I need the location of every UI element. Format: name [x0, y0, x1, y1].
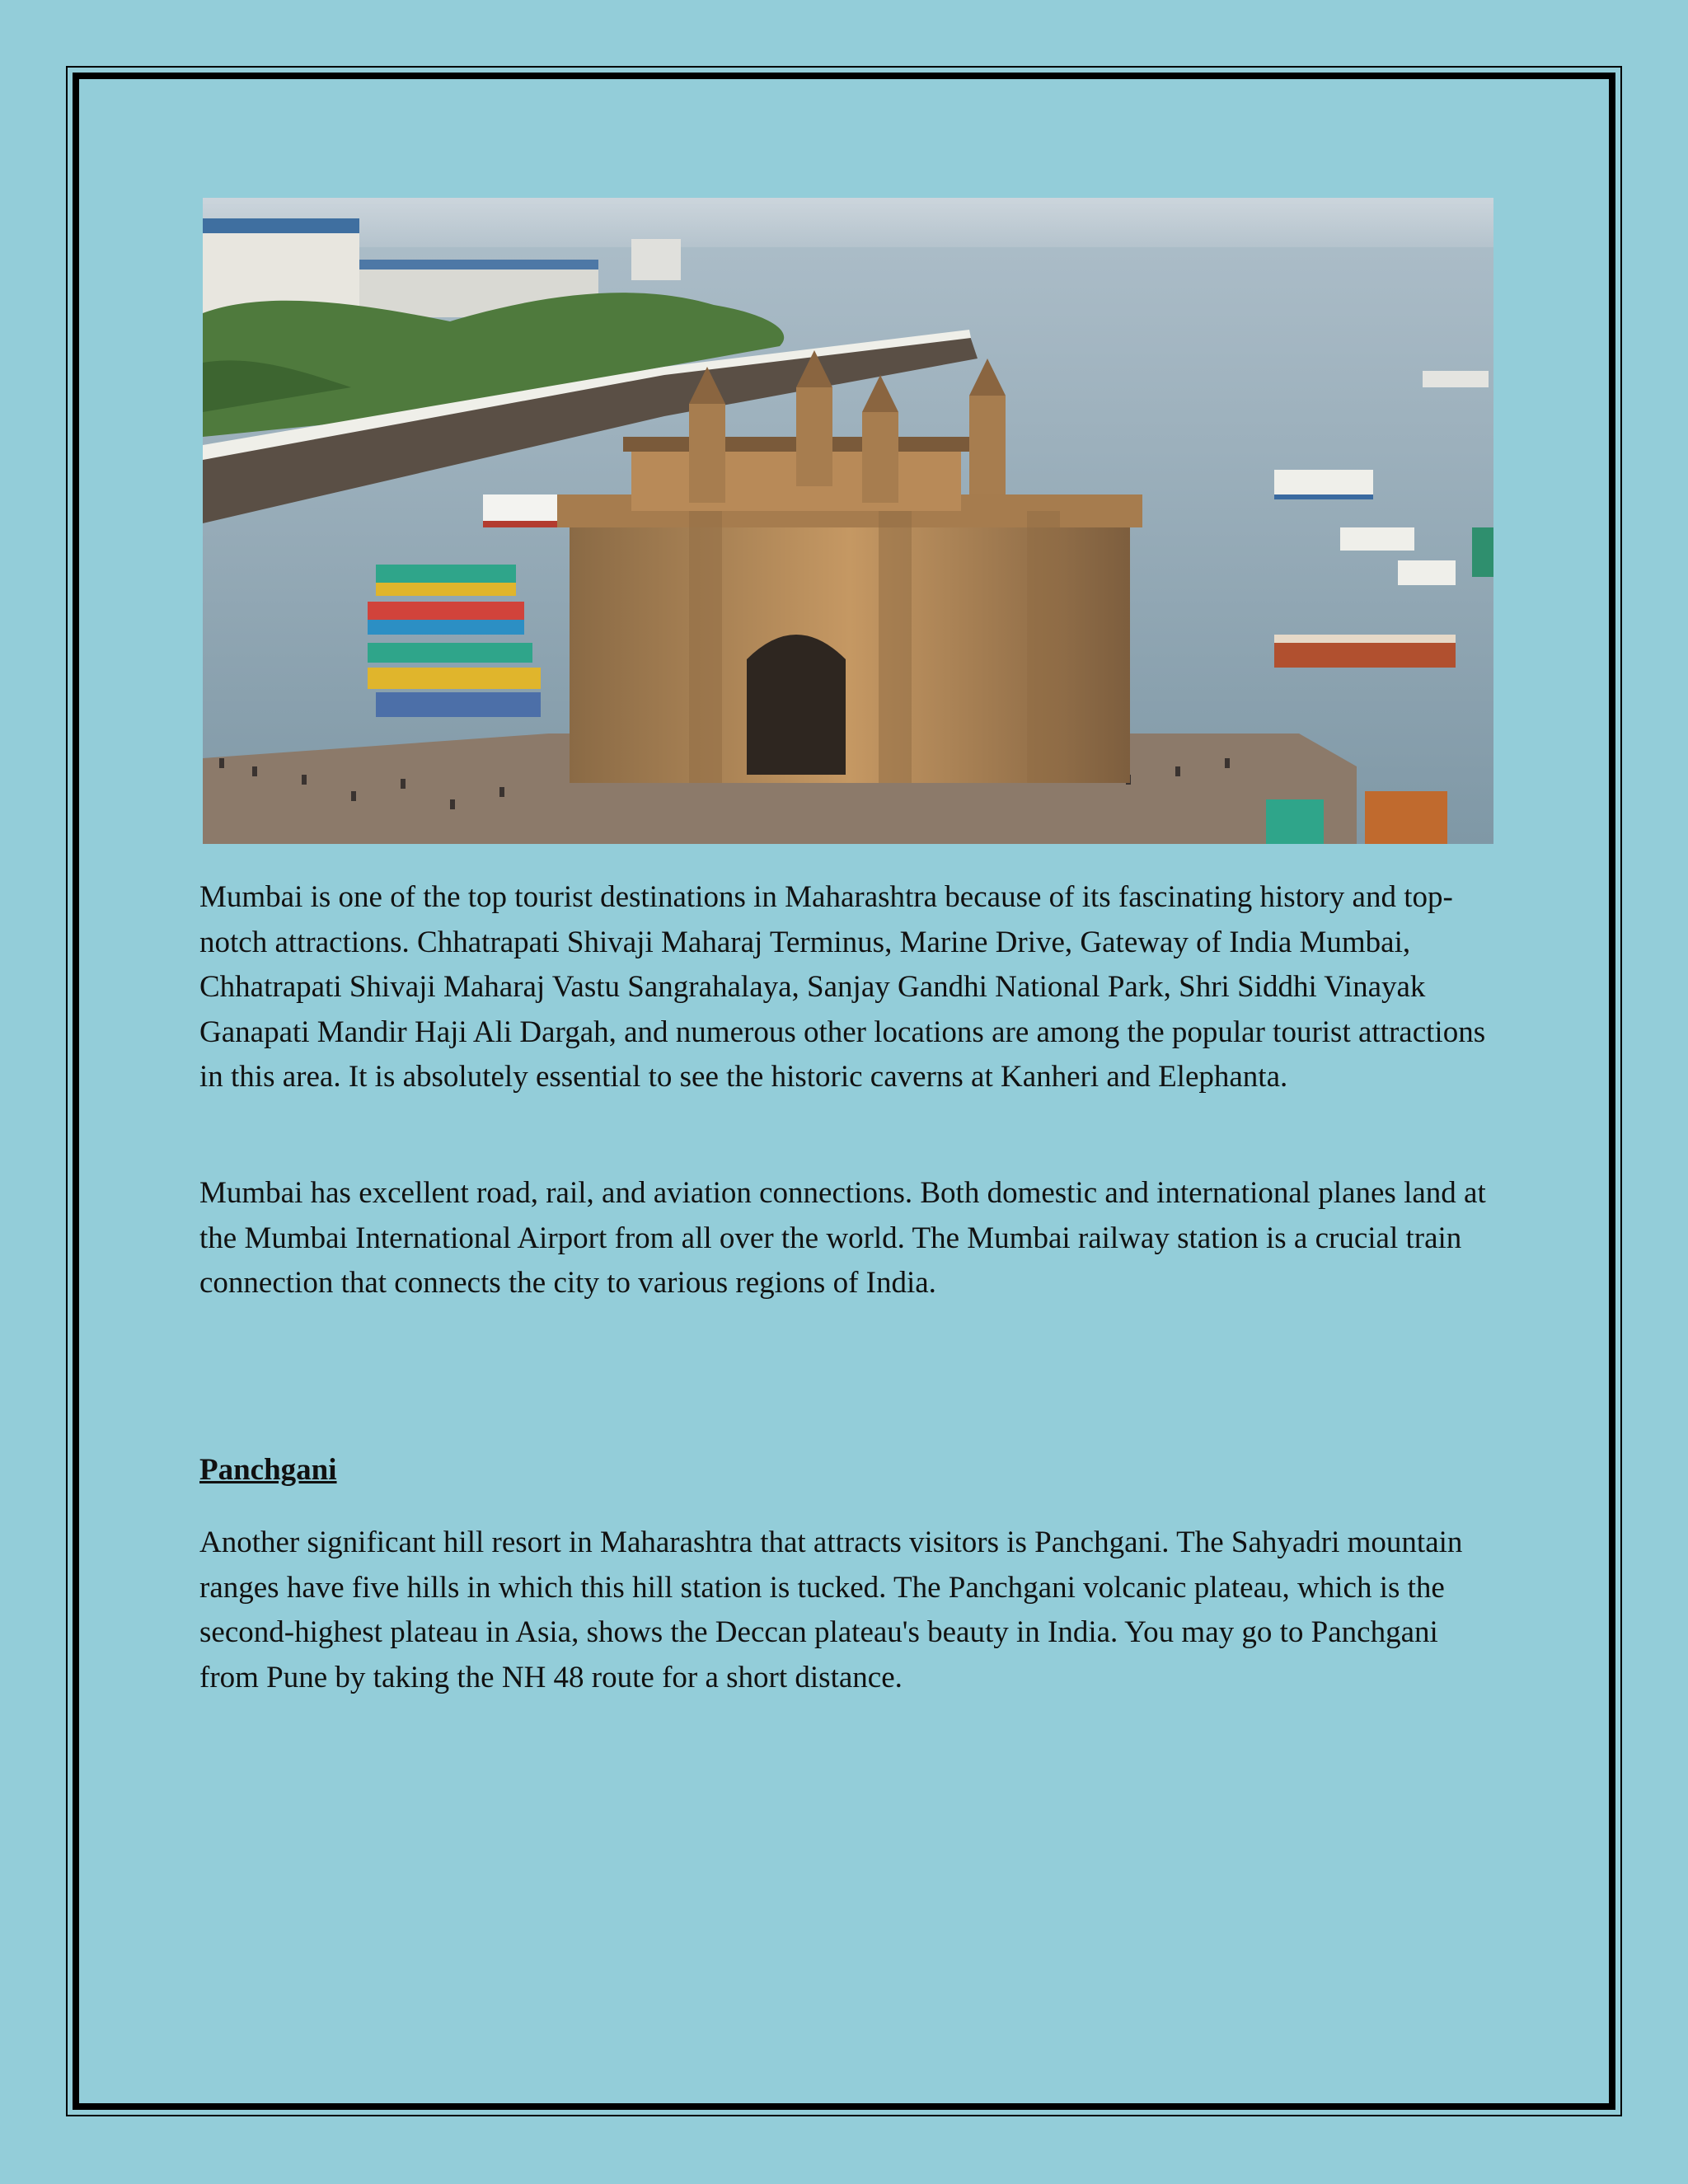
paragraph-text: Mumbai is one of the top tourist destinations in Maharashtra because of its fascinating history and top-notch attractions. Chhatrapati Shivaji Maharaj Terminus, Marine Drive, Gateway of India Mumbai, Chhatrapati Shivaji Maharaj Vastu Sangrahalaya, Sanjay Gandhi National Park, Shri Siddhi Vinayak Ganapati Mandir Haji Ali Dargah, and numerous other locations are among the popular tourist attractions in this area. It is absolutely essential to see the historic caverns at Kanheri and Elephanta. — [199, 880, 1486, 1094]
paragraph-mumbai-connections — [199, 1171, 1502, 1306]
paragraph-text: Another significant hill resort in Maharashtra that attracts visitors is Panchgani. The Sahyadri mountain ranges have five hills in which this hill station is tucked. The Panchgani volcanic plateau, which is the second-highest plateau in Asia, shows the Deccan plateau's beauty in India. You may go to Panchgani from Pune by taking the NH 48 route for a short distance. — [199, 1526, 1463, 1694]
section-heading: Panchgani — [199, 1453, 337, 1487]
paragraph-panchgani — [199, 1521, 1502, 1700]
gateway-of-india-photo — [203, 198, 1493, 844]
paragraph-mumbai-attractions — [199, 875, 1502, 1100]
paragraph-text: Mumbai has excellent road, rail, and aviation connections. Both domestic and international planes land at the Mumbai International Airport from all over the world. The Mumbai railway station is a crucial train connection that connects the city to various regions of India. — [199, 1176, 1486, 1300]
